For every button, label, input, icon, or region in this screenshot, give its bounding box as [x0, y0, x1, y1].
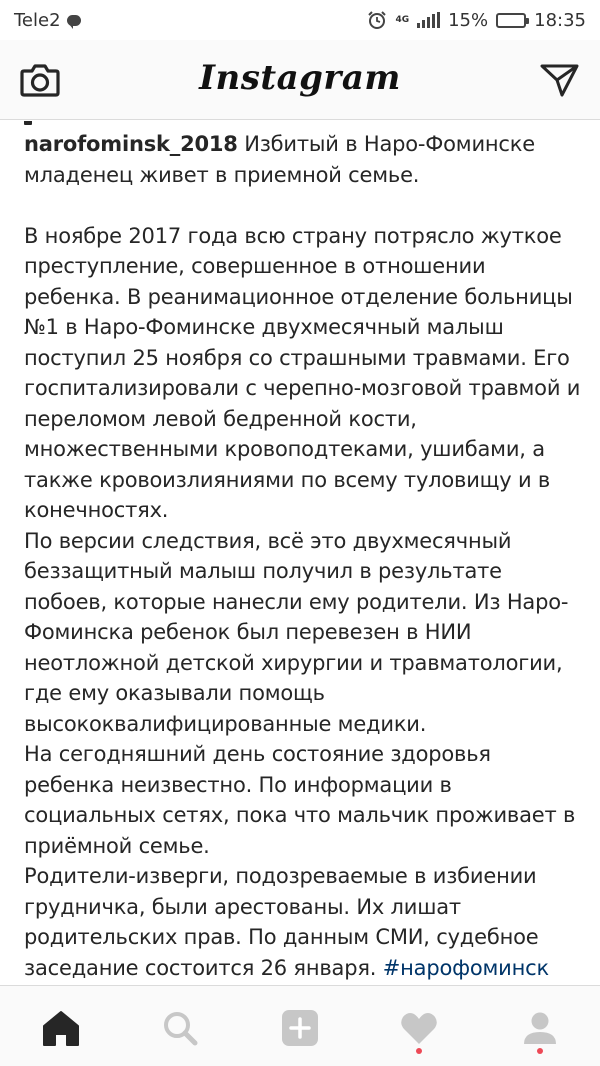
bottom-navigation	[0, 985, 600, 1066]
caption-headline: Избитый в Наро-Фоминске младенец живет в приемной семье.	[24, 132, 542, 187]
instagram-logo: Instagram	[199, 58, 401, 98]
alarm-clock-icon	[367, 10, 387, 30]
signal-strength-icon	[417, 12, 440, 28]
battery-icon	[496, 13, 526, 28]
post-username[interactable]: narofominsk_2018	[24, 132, 238, 156]
add-post-icon[interactable]	[278, 1006, 322, 1050]
profile-notification-dot	[537, 1048, 543, 1054]
app-header	[0, 40, 600, 120]
search-icon[interactable]	[158, 1006, 202, 1050]
direct-send-icon[interactable]	[540, 62, 580, 98]
home-icon[interactable]	[39, 1006, 83, 1050]
caption-body: В ноябре 2017 года всю страну потрясло жуткое преступление, совершенное в отношении ребенка. В реанимационное отделение больницы №1 в Наро-Фоминске двухмесячный малыш поступил 25 ноября со страшными травмами. Его госпитализировали с черепно-мозговой травмой и переломом левой бедренной кости, множественными кровоподтеками, ушибами, а также кровоизлияниями по всему туловищу и в конечностях. По версии следствия, всё это двухмесячный беззащитный малыш получил в результате побоев, которые нанесли ему родители. Из Наро-Фоминска ребенок был перевезен в НИИ неотложной детской хирургии и травматологии, где ему оказывали помощь высококвалифицированные медики. На сегодняшний день состояние здоровья ребенка неизвестно. По информации в социальных сетях, пока что мальчик проживает в приёмной семье. Родители-изверги, подозреваемые в избиении грудничка, были арестованы. Их лишат родительских прав. По данным СМИ, судебное заседание состоится 26 января.	[24, 223, 581, 980]
heart-activity-icon[interactable]	[397, 1006, 441, 1050]
post-caption-area	[0, 121, 600, 985]
network-type-label: 4G	[395, 14, 410, 25]
clock-time: 18:35	[534, 9, 586, 31]
status-bar	[0, 0, 600, 40]
hashtag-link[interactable]: #нарофоминск	[382, 955, 549, 980]
cropped-text-fragment	[24, 121, 32, 125]
status-right	[367, 10, 586, 31]
post-caption	[24, 129, 584, 983]
message-notification-icon	[67, 15, 81, 26]
status-left	[14, 10, 81, 31]
activity-notification-dot	[416, 1048, 422, 1054]
battery-percent-label: 15%	[448, 9, 489, 31]
profile-icon[interactable]	[518, 1006, 562, 1050]
carrier-label: Tele2	[14, 9, 61, 31]
